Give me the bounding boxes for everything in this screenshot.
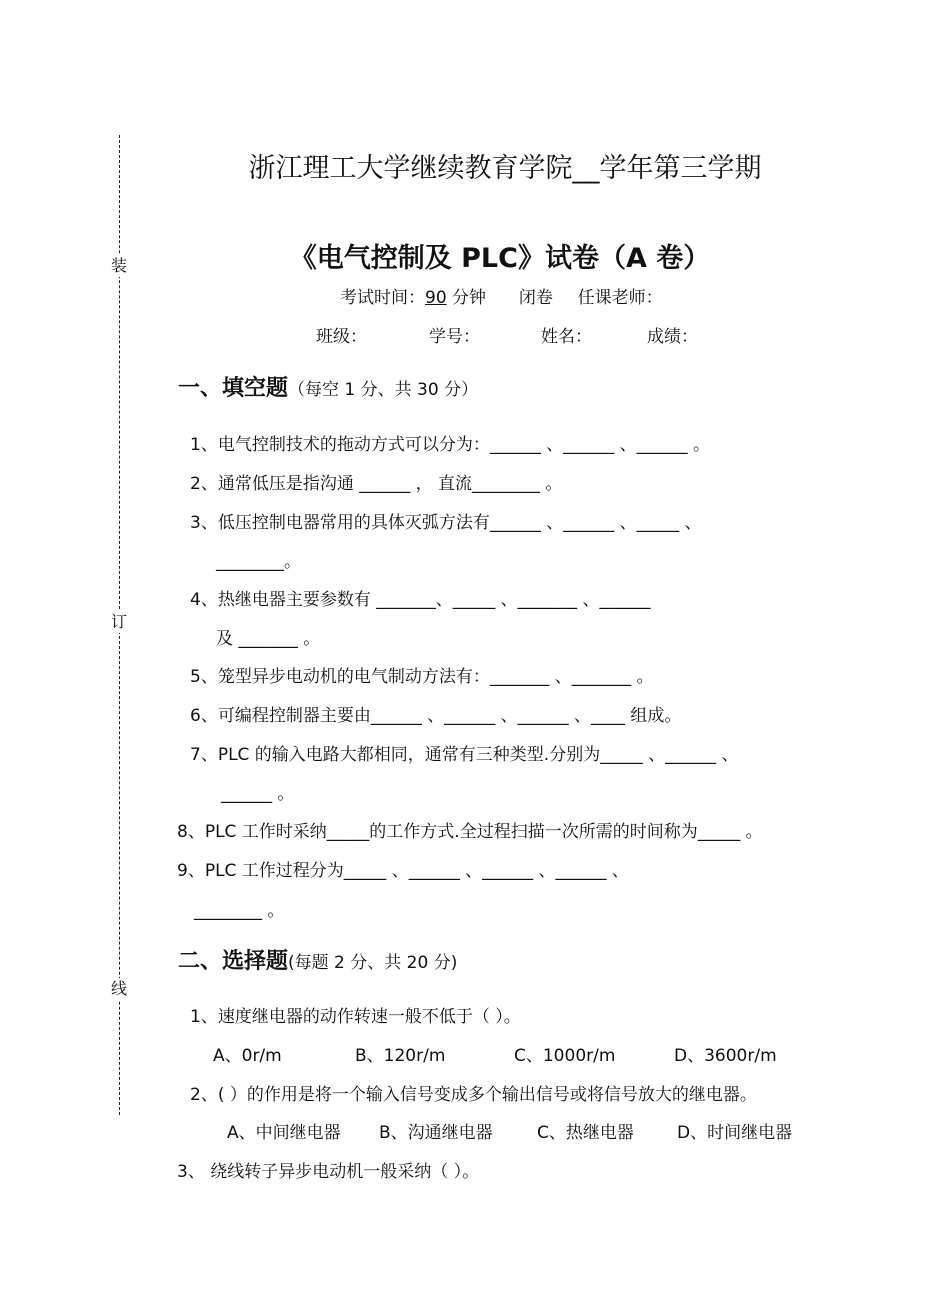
section2-note: (每题 2 分、共 20 分) (288, 953, 458, 973)
s1-question-3: 3、低压控制电器常用的具体灭弧方法有______ 、______ 、_____ 、 (190, 513, 702, 533)
name-label: 姓名： (541, 327, 592, 347)
s1-question-9-cont: ________ 。 (194, 901, 285, 921)
s1-question-3-cont: ________。 (216, 552, 301, 572)
s2-q2-option-b: B、沟通继电器 (379, 1123, 493, 1143)
s1-question-2: 2、通常低压是指沟通 ______ ， 直流________ 。 (190, 474, 563, 494)
exam-subtitle (0, 236, 950, 275)
s2-q2-option-a: A、中间继电器 (227, 1123, 341, 1143)
exam-info-line (340, 283, 663, 308)
s1-question-4: 4、热继电器主要参数有 _______、_____ 、_______ 、______ (190, 590, 651, 610)
s2-q1-option-a: A、0r/m (213, 1046, 282, 1066)
binding-char-ding: 订 (106, 611, 132, 633)
course-name: 《电气控制及 PLC》试卷 (289, 243, 599, 274)
binding-char-zhuang: 装 (106, 255, 132, 277)
s2-question-2: 2、( ）的作用是将一个输入信号变成多个输出信号或将信号放大的继电器。 (190, 1085, 757, 1105)
exam-title: 浙江理工大学继续教育学院__学年第三学期 (248, 153, 762, 184)
s2-question-3: 3、 绕线转子异步电动机一般采纳（ ）。 (177, 1162, 480, 1182)
s2-question-1: 1、速度继电器的动作转速一般不低于（ ）。 (190, 1007, 521, 1027)
s1-question-4-cont: 及 _______ 。 (216, 629, 321, 649)
s1-question-9: 9、PLC 工作过程分为_____ 、______ 、______ 、______ 、 (177, 861, 629, 881)
exam-time-unit: 分钟 (452, 288, 487, 308)
s2-q1-option-b: B、120r/m (355, 1046, 446, 1066)
score-label: 成绩： (647, 327, 698, 347)
paper-version: （A 卷） (598, 243, 711, 274)
s1-question-8: 8、PLC 工作时采纳_____的工作方式.全过程扫描一次所需的时间称为_____ 。 (177, 822, 763, 842)
s1-question-7-cont: ______ 。 (221, 784, 295, 804)
binding-char-xian: 线 (106, 978, 132, 1000)
class-label: 班级： (316, 327, 367, 347)
student-id-label: 学号： (429, 327, 480, 347)
s2-q2-option-c: C、热继电器 (537, 1123, 634, 1143)
section1-note: （每空 1 分、共 30 分） (288, 380, 479, 400)
section1-title: 一、填空题 (178, 376, 289, 401)
s2-q1-option-c: C、1000r/m (514, 1046, 616, 1066)
section2-heading (178, 944, 457, 975)
section2-title: 二、选择题 (178, 949, 289, 974)
s1-question-7: 7、PLC 的输入电路大都相同，通常有三种类型.分别为_____ 、______ 、 (190, 745, 739, 765)
s2-q1-option-d: D、3600r/m (674, 1046, 777, 1066)
exam-time-label: 考试时间： (340, 288, 425, 308)
section1-heading (178, 371, 478, 402)
exam-time-value: 90 (425, 288, 447, 308)
s1-question-6: 6、可编程控制器主要由______ 、______ 、______ 、____ 组成。 (190, 706, 682, 726)
teacher-label: 任课老师： (577, 288, 663, 308)
s1-question-5: 5、笼型异步电动机的电气制动方法有：_______ 、_______ 。 (190, 667, 654, 687)
s1-question-1: 1、电气控制技术的拖动方式可以分为：______ 、______ 、______ 。 (190, 435, 711, 455)
s2-q2-option-d: D、时间继电器 (677, 1123, 793, 1143)
exam-type: 闭卷 (518, 288, 553, 308)
